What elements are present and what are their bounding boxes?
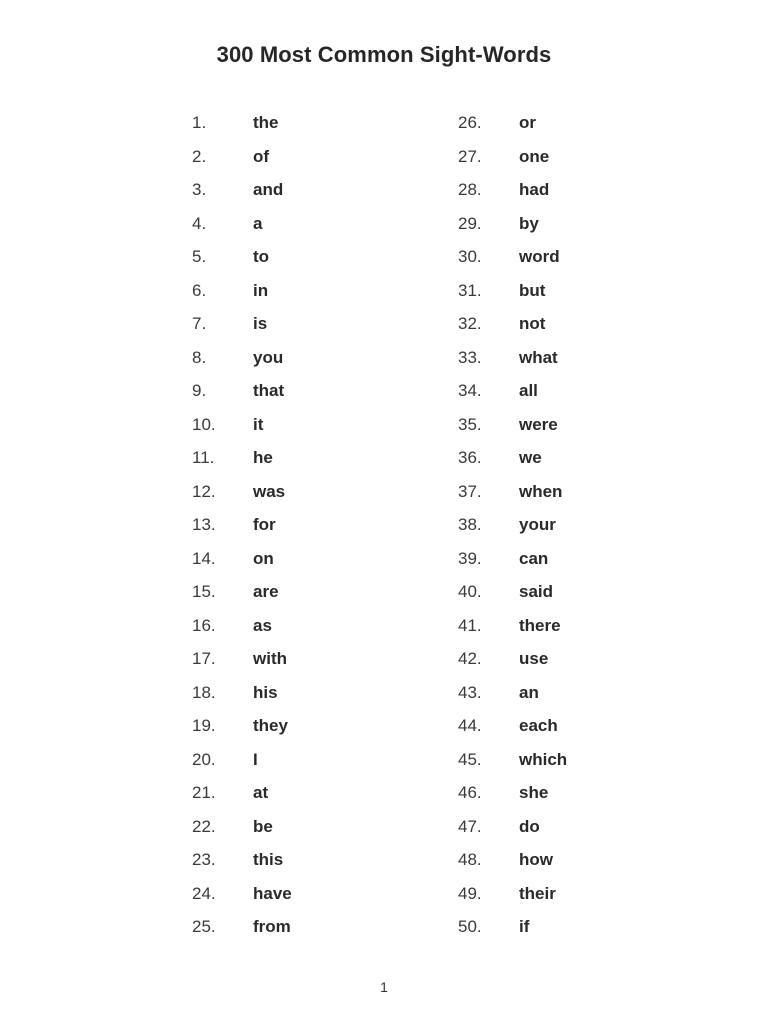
list-item-word: was — [253, 481, 286, 501]
list-item — [192, 917, 392, 951]
list-item-number: 34. — [458, 381, 482, 400]
word-list-left-column — [192, 113, 392, 951]
list-item — [192, 783, 392, 817]
list-item-word: how — [519, 850, 553, 869]
list-item-word: an — [519, 682, 539, 702]
list-item — [192, 817, 392, 851]
list-item — [192, 582, 392, 616]
list-item-word: with — [253, 649, 287, 668]
list-item-number: 14. — [192, 548, 216, 568]
list-item — [458, 281, 658, 315]
list-item — [192, 884, 392, 918]
list-item — [192, 716, 392, 750]
list-item — [458, 214, 658, 248]
list-item-word: they — [253, 716, 288, 735]
list-item-word: a — [253, 213, 263, 233]
list-item-number: 38. — [458, 515, 482, 534]
list-item-word: but — [519, 280, 546, 300]
list-item-number: 4. — [192, 213, 207, 233]
list-item-number: 29. — [458, 213, 482, 233]
list-item-number: 19. — [192, 716, 216, 735]
list-item-number: 37. — [458, 481, 482, 501]
list-item-number: 31. — [458, 280, 482, 300]
list-item-word: or — [519, 113, 536, 132]
word-list-right-column — [458, 113, 658, 951]
list-item-word: do — [519, 816, 540, 836]
list-item-number: 32. — [458, 314, 482, 333]
list-item-number: 15. — [192, 582, 216, 601]
list-item — [192, 147, 392, 181]
list-item-word: that — [253, 381, 285, 400]
list-item — [192, 750, 392, 784]
page-title: 300 Most Common Sight-Words — [216, 42, 552, 67]
list-item-number: 49. — [458, 883, 482, 903]
list-item-number: 16. — [192, 615, 216, 635]
list-item-number: 9. — [192, 381, 207, 400]
list-item — [458, 515, 658, 549]
list-item-number: 17. — [192, 649, 216, 668]
list-item-word: the — [253, 113, 279, 132]
list-item-word: and — [253, 180, 284, 199]
list-item-number: 44. — [458, 716, 482, 735]
list-item-word: we — [519, 448, 542, 467]
list-item-word: your — [519, 515, 556, 534]
list-item — [458, 113, 658, 147]
list-item-number: 40. — [458, 582, 482, 601]
list-item-word: in — [253, 280, 269, 300]
list-item-word: word — [519, 247, 560, 266]
list-item-word: this — [253, 850, 284, 869]
list-item — [458, 850, 658, 884]
list-item-word: were — [519, 414, 558, 434]
list-item-word: he — [253, 448, 273, 467]
list-item — [458, 381, 658, 415]
list-item-number: 21. — [192, 783, 216, 802]
list-item — [192, 515, 392, 549]
list-item-word: can — [519, 548, 549, 568]
list-item — [192, 482, 392, 516]
list-item-number: 30. — [458, 247, 482, 266]
list-item — [192, 180, 392, 214]
list-item — [192, 683, 392, 717]
list-item-word: I — [253, 749, 258, 769]
list-item-number: 25. — [192, 917, 216, 936]
list-item-number: 26. — [458, 113, 482, 132]
list-item-word: as — [253, 615, 272, 635]
list-item — [458, 482, 658, 516]
list-item — [458, 917, 658, 951]
list-item — [458, 884, 658, 918]
list-item-word: from — [253, 917, 291, 936]
list-item-number: 50. — [458, 917, 482, 936]
list-item-word: are — [253, 582, 279, 601]
list-item — [192, 214, 392, 248]
list-item-word: when — [519, 481, 563, 501]
list-item — [458, 448, 658, 482]
list-item-number: 46. — [458, 783, 482, 802]
list-item-word: by — [519, 213, 539, 233]
list-item-word: not — [519, 314, 546, 333]
list-item — [192, 415, 392, 449]
list-item-number: 24. — [192, 883, 216, 903]
list-item — [458, 147, 658, 181]
list-item — [458, 817, 658, 851]
list-item — [192, 381, 392, 415]
list-item — [192, 549, 392, 583]
list-item-number: 5. — [192, 247, 207, 266]
list-item — [192, 348, 392, 382]
list-item — [458, 683, 658, 717]
list-item — [458, 616, 658, 650]
list-item — [192, 113, 392, 147]
list-item-word: have — [253, 883, 292, 903]
list-item-word: his — [253, 682, 278, 702]
list-item — [192, 649, 392, 683]
list-item-word: said — [519, 582, 554, 601]
list-item-number: 20. — [192, 749, 216, 769]
list-item-number: 7. — [192, 314, 207, 333]
list-item-word: if — [519, 917, 530, 936]
list-item-number: 47. — [458, 816, 482, 836]
list-item — [458, 783, 658, 817]
list-item-number: 45. — [458, 749, 482, 769]
list-item-number: 42. — [458, 649, 482, 668]
list-item — [458, 549, 658, 583]
list-item — [458, 415, 658, 449]
list-item-word: all — [519, 381, 538, 400]
list-item-word: you — [253, 347, 284, 367]
list-item-number: 48. — [458, 850, 482, 869]
list-item-number: 43. — [458, 682, 482, 702]
list-item — [192, 314, 392, 348]
list-item — [458, 716, 658, 750]
list-item-number: 3. — [192, 180, 207, 199]
list-item — [458, 582, 658, 616]
list-item-word: at — [253, 783, 269, 802]
list-item — [458, 348, 658, 382]
list-item-word: use — [519, 649, 549, 668]
list-item-number: 35. — [458, 414, 482, 434]
list-item-number: 41. — [458, 615, 482, 635]
list-item-number: 33. — [458, 347, 482, 367]
list-item-word: is — [253, 314, 268, 333]
list-item-number: 36. — [458, 448, 482, 467]
page-number: 1 — [380, 979, 388, 995]
list-item — [458, 649, 658, 683]
list-item-number: 6. — [192, 280, 207, 300]
list-item-number: 1. — [192, 113, 207, 132]
list-item — [192, 616, 392, 650]
list-item-word: their — [519, 883, 556, 903]
list-item-number: 10. — [192, 414, 216, 434]
list-item-number: 2. — [192, 146, 207, 166]
list-item-word: be — [253, 816, 273, 836]
list-item-word: which — [519, 749, 568, 769]
list-item-word: there — [519, 615, 561, 635]
list-item-word: what — [519, 347, 558, 367]
list-item-word: had — [519, 180, 550, 199]
list-item-number: 27. — [458, 146, 482, 166]
list-item-word: it — [253, 414, 264, 434]
list-item-number: 22. — [192, 816, 216, 836]
list-item-word: to — [253, 247, 270, 266]
list-item-number: 11. — [192, 448, 215, 467]
list-item — [192, 850, 392, 884]
list-item — [458, 180, 658, 214]
list-item — [192, 448, 392, 482]
list-item-word: she — [519, 783, 549, 802]
list-item — [458, 314, 658, 348]
list-item-word: for — [253, 515, 276, 534]
list-item-word: of — [253, 146, 270, 166]
list-item-word: on — [253, 548, 274, 568]
list-item-number: 8. — [192, 347, 207, 367]
list-item-word: each — [519, 716, 558, 735]
list-item-number: 12. — [192, 481, 216, 501]
list-item-number: 18. — [192, 682, 216, 702]
list-item-number: 39. — [458, 548, 482, 568]
list-item-number: 13. — [192, 515, 216, 534]
list-item-word: one — [519, 146, 550, 166]
list-item — [458, 247, 658, 281]
list-item — [192, 247, 392, 281]
list-item — [458, 750, 658, 784]
list-item-number: 28. — [458, 180, 482, 199]
list-item — [192, 281, 392, 315]
list-item-number: 23. — [192, 850, 216, 869]
